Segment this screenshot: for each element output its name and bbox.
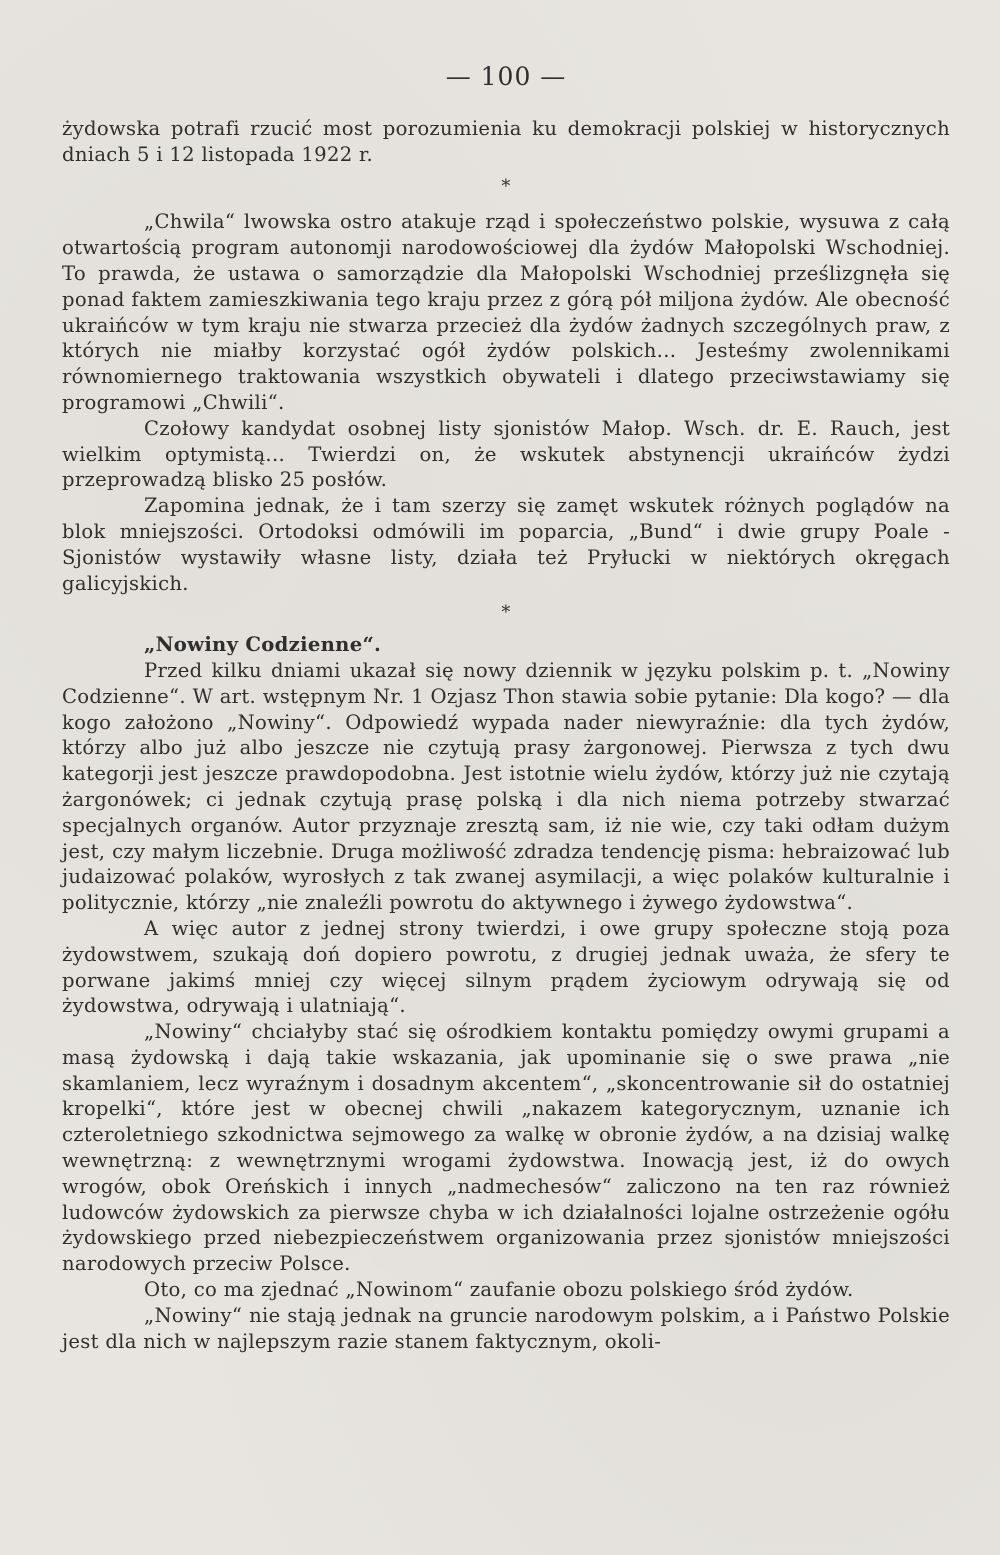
section-separator: *	[501, 602, 511, 624]
paragraph: Zapomina jednak, że i tam szerzy się zamęt wskutek różnych poglądów na blok mniejszości. Ortodoksi odmówili im poparcia, „Bund“ i dwie grupy Poale - Sjonistów wystawiły własne listy, działa też Pryłucki w niektórych okręgach galicyjskich.	[62, 494, 950, 595]
page-body	[62, 116, 950, 1354]
section-heading: „Nowiny Codzienne“.	[144, 633, 382, 657]
section-separator: *	[501, 175, 511, 197]
page-number: — 100 —	[445, 62, 567, 91]
paragraph: Oto, co ma zjednać „Nowinom“ zaufanie obozu polskiego śród żydów.	[144, 1278, 854, 1302]
paragraph: Przed kilku dniami ukazał się nowy dziennik w języku polskim p. t. „Nowiny Codzienne“. W art. wstępnym Nr. 1 Ozjasz Thon stawia sobie pytanie: Dla kogo? — dla kogo założono „Nowiny“. Odpowiedź wypada nader niewyraźnie: dla tych żydów, którzy albo już albo jeszcze nie czytują prasy żargonowej. Pierwsza z tych dwu kategorji jest jeszcze prawdopodobna. Jest istotnie wielu żydów, którzy już nie czytają żargonówek; ci jednak czytują prasę polską i dla nich niema potrzeby stwarzać specjalnych organów. Autor przyznaje zresztą sam, iż nie wie, czy taki odłam dużym jest, czy małym liczebnie. Druga możliwość zdradza tendencję pisma: hebraizować lub judaizować polaków, wyrosłych z tak zwanej asymilacji, a więc polaków kulturalnie i politycznie, którzy „nie znaleźli powrotu do aktywnego i żywego żydowstwa“.	[62, 658, 950, 915]
paragraph: A więc autor z jednej strony twierdzi, i owe grupy społeczne stoją poza żydowstwem, szukają doń dopiero powrotu, z drugiej jednak uważa, że sfery te porwane jakimś mniej czy więcej silnym prądem życiowym odrywają się od żydowstwa, odrywają i ulatniają“.	[62, 916, 950, 1018]
paragraph: „Nowiny“ chciałyby stać się ośrodkiem kontaktu pomiędzy owymi grupami a masą żydowską i dają takie wskazania, jak upominanie się o swe prawa „nie skamlaniem, lecz wyraźnym i dosadnym akcentem“, „skoncentrowanie sił do ostatniej kropelki“, które jest w obecnej chwili „nakazem kategorycznym, uznanie ich czteroletniego szkodnictwa sejmowego za walkę w obronie żydów, a na dzisiaj walkę wewnętrzną: z wewnętrznymi wrogami żydowstwa. Inowacją jest, iż do owych wrogów, obok Oreńskich i innych „nadmechesów“ zaliczono na ten raz również ludowców żydowskich za pierwsze chyba w ich działalności lojalne ostrzeżenie ogółu żydowskiego przed niebezpieczeństwem organizowania przez sjonistów mniejszości narodowych przeciw Polsce.	[62, 1020, 950, 1276]
paragraph: „Nowiny“ nie stają jednak na gruncie narodowym polskim, a i Państwo Polskie jest dla nich w najlepszym razie stanem faktycznym, okoli-	[62, 1303, 950, 1353]
paragraph: żydowska potrafi rzucić most porozumienia ku demokracji polskiej w historycznych dniach 5 i 12 listopada 1922 r.	[62, 117, 950, 166]
paragraph: Czołowy kandydat osobnej listy sjonistów Małop. Wsch. dr. E. Rauch, jest wielkim optymistą... Twierdzi on, że wskutek abstynencji ukraińców żydzi przeprowadzą blisko 25 posłów.	[62, 416, 950, 492]
paragraph: „Chwila“ lwowska ostro atakuje rząd i społeczeństwo polskie, wysuwa z całą otwartością program autonomji narodowościowej dla żydów Małopolski Wschodniej. To prawda, że ustawa o samorządzie dla Małopolski Wschodniej prześlizgnęła się ponad faktem zamieszkiwania tego kraju przez z górą pół miljona żydów. Ale obecność ukraińców w tym kraju nie stwarza przecież dla żydów żadnych szczególnych praw, z których nie miałby korzystać ogół żydów polskich... Jesteśmy zwolennikami równomiernego traktowania wszystkich obywateli i dlatego przeciwstawiamy się programowi „Chwili“.	[62, 210, 950, 414]
